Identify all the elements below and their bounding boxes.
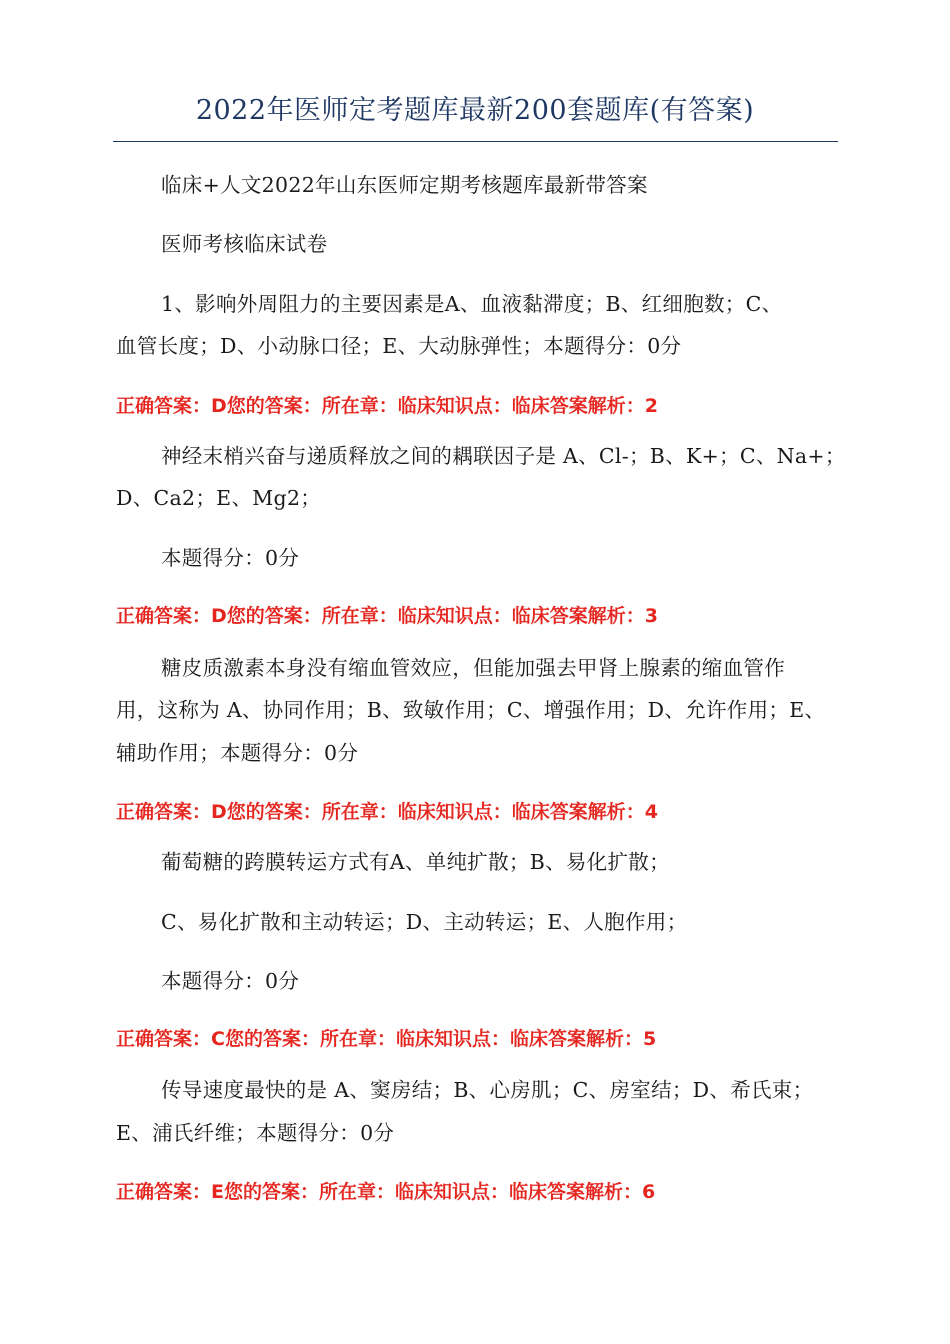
- question-1-line-2: 血管长度；D、小动脉口径；E、大动脉弹性；本题得分：0分: [116, 334, 682, 358]
- title-divider: [113, 141, 838, 142]
- answer-line-3: 正确答案：D您的答案：所在章：临床知识点：临床答案解析：4: [116, 801, 658, 823]
- question-2-line-1: 神经末梢兴奋与递质释放之间的耦联因子是 A、Cl-；B、K+；C、Na+；: [161, 444, 846, 468]
- question-5-line-2: E、浦氏纤维；本题得分：0分: [116, 1121, 395, 1145]
- question-3-line-3: 辅助作用；本题得分：0分: [116, 741, 359, 765]
- question-4-line-3: 本题得分：0分: [161, 969, 300, 993]
- question-1-line-1: 1、影响外周阻力的主要因素是A、血液黏滞度；B、红细胞数；C、: [161, 292, 783, 316]
- question-3-line-1: 糖皮质激素本身没有缩血管效应，但能加强去甲肾上腺素的缩血管作: [161, 656, 785, 680]
- question-5-line-1: 传导速度最快的是 A、窦房结；B、心房肌；C、房室结；D、希氏束；: [161, 1078, 814, 1102]
- answer-line-2: 正确答案：D您的答案：所在章：临床知识点：临床答案解析：3: [116, 605, 658, 627]
- answer-line-5: 正确答案：E您的答案：所在章：临床知识点：临床答案解析：6: [116, 1181, 656, 1203]
- question-4-line-2: C、易化扩散和主动转运；D、主动转运；E、人胞作用；: [161, 910, 688, 934]
- question-2-line-2: D、Ca2；E、Mg2；: [116, 486, 322, 510]
- question-2-line-3: 本题得分：0分: [161, 546, 300, 570]
- page-title: 2022年医师定考题库最新200套题库(有答案): [195, 95, 755, 126]
- subtitle: 临床+人文2022年山东医师定期考核题库最新带答案: [161, 173, 648, 197]
- answer-line-1: 正确答案：D您的答案：所在章：临床知识点：临床答案解析：2: [116, 395, 658, 417]
- question-4-line-1: 葡萄糖的跨膜转运方式有A、单纯扩散；B、易化扩散；: [161, 850, 670, 874]
- answer-line-4: 正确答案：C您的答案：所在章：临床知识点：临床答案解析：5: [116, 1028, 657, 1050]
- question-3-line-2: 用，这称为 A、协同作用；B、致敏作用；C、增强作用；D、允许作用；E、: [116, 698, 826, 722]
- section-heading: 医师考核临床试卷: [161, 232, 328, 256]
